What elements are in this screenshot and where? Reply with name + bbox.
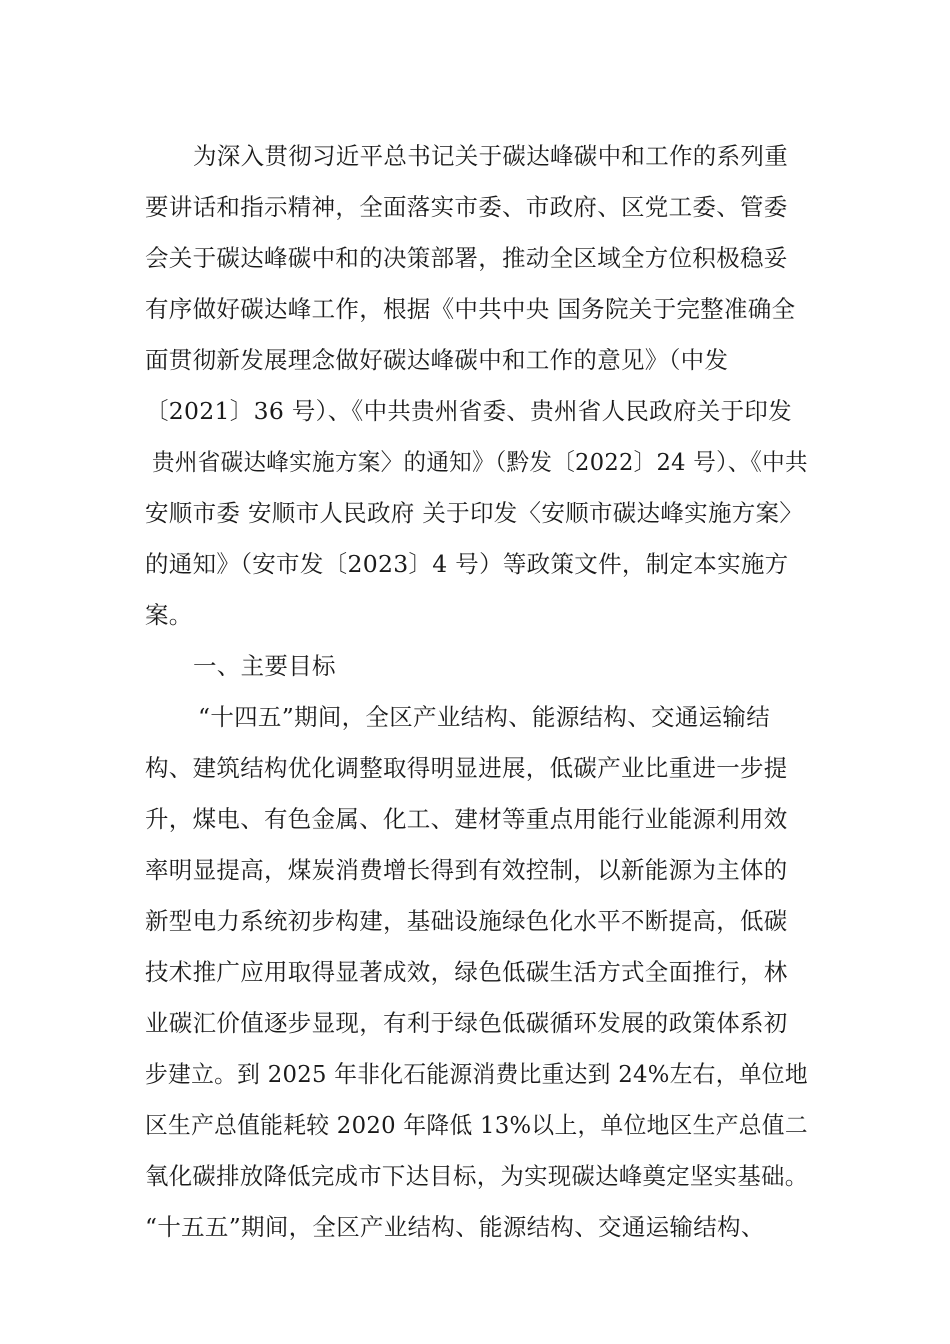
goal-line-10: 氧化碳排放降低完成市下达目标，为实现碳达峰奠定坚实基础。 bbox=[145, 1162, 809, 1190]
intro-line-5: 面贯彻新发展理念做好碳达峰碳中和工作的意见》（中发 bbox=[145, 346, 729, 374]
intro-line-7: 贵州省碳达峰实施方案〉的通知》（黔发〔2022〕24 号）、《中共 bbox=[152, 448, 808, 476]
goal-line-9: 区生产总值能耗较 2020 年降低 13%以上，单位地区生产总值二 bbox=[145, 1111, 808, 1139]
goal-line-7: 业碳汇价值逐步显现，有利于绿色低碳循环发展的政策体系初 bbox=[145, 1009, 788, 1037]
goal-line-1: “十四五”期间，全区产业结构、能源结构、交通运输结 bbox=[198, 703, 771, 731]
intro-line-9: 的通知》（安市发〔2023〕4 号）等政策文件，制定本实施方 bbox=[145, 550, 789, 578]
goal-line-8: 步建立。到 2025 年非化石能源消费比重达到 24%左右，单位地 bbox=[145, 1060, 808, 1088]
intro-line-3: 会关于碳达峰碳中和的决策部署，推动全区域全方位积极稳妥 bbox=[145, 244, 788, 272]
goal-line-11: “十五五”期间，全区产业结构、能源结构、交通运输结构、 bbox=[145, 1213, 765, 1241]
intro-line-10: 案。 bbox=[145, 601, 193, 629]
goal-line-3: 升，煤电、有色金属、化工、建材等重点用能行业能源利用效 bbox=[145, 805, 788, 833]
goal-line-2: 构、建筑结构优化调整取得明显进展，低碳产业比重进一步提 bbox=[145, 754, 788, 782]
intro-line-8: 安顺市委 安顺市人民政府 关于印发〈安顺市碳达峰实施方案〉 bbox=[145, 499, 804, 527]
intro-line-1: 为深入贯彻习近平总书记关于碳达峰碳中和工作的系列重 bbox=[193, 142, 788, 170]
intro-line-2: 要讲话和指示精神，全面落实市委、市政府、区党工委、管委 bbox=[145, 193, 788, 221]
goal-line-6: 技术推广应用取得显著成效，绿色低碳生活方式全面推行，林 bbox=[145, 958, 788, 986]
section-heading-main-goals: 一、主要目标 bbox=[193, 652, 336, 680]
goal-line-4: 率明显提高，煤炭消费增长得到有效控制，以新能源为主体的 bbox=[145, 856, 788, 884]
intro-line-4: 有序做好碳达峰工作，根据《中共中央 国务院关于完整准确全 bbox=[145, 295, 796, 323]
intro-line-6: 〔2021〕36 号）、《中共贵州省委、贵州省人民政府关于印发 bbox=[145, 397, 792, 425]
goal-line-5: 新型电力系统初步构建，基础设施绿色化水平不断提高，低碳 bbox=[145, 907, 788, 935]
